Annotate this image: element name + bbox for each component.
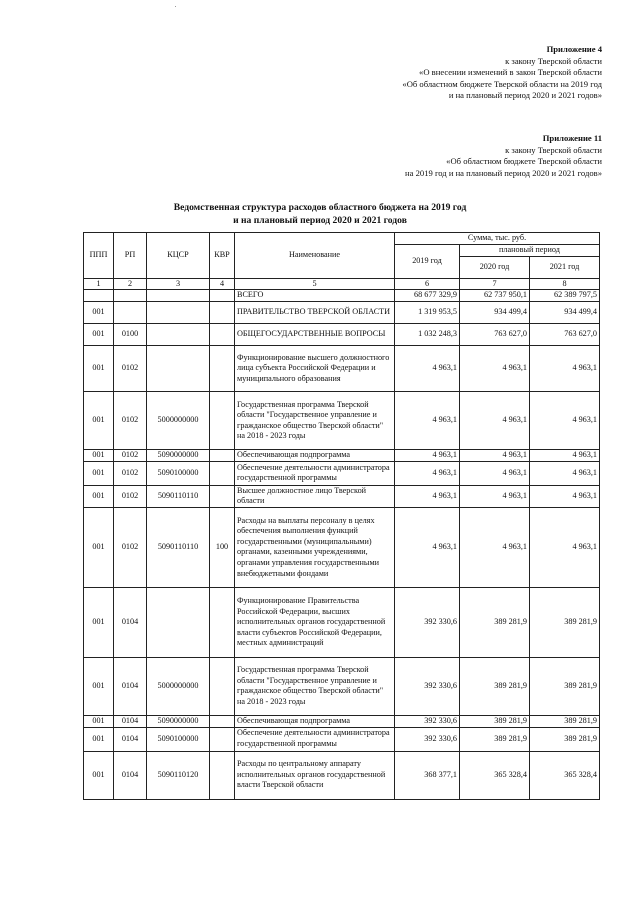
row-ppp-cell: 001 <box>84 302 114 324</box>
row-2021-value: 4 963,1 <box>530 450 600 462</box>
row-kvr-cell <box>210 302 235 324</box>
row-2019-value: 4 963,1 <box>395 450 460 462</box>
row-ppp-cell: 001 <box>84 751 114 799</box>
row-kvr-cell <box>210 751 235 799</box>
column-number: 2 <box>114 278 147 290</box>
row-name-cell: Обеспечение деятельности администратора государственной программы <box>235 461 395 485</box>
row-2020-value: 763 627,0 <box>460 324 530 346</box>
row-2020-value: 4 963,1 <box>460 450 530 462</box>
row-2020-value: 389 281,9 <box>460 715 530 727</box>
row-2021-value: 4 963,1 <box>530 507 600 587</box>
table-row <box>84 657 600 715</box>
table-row <box>84 715 600 727</box>
row-2021-value: 389 281,9 <box>530 587 600 657</box>
table-row <box>84 485 600 507</box>
row-name-cell: Обеспечивающая подпрограмма <box>235 450 395 462</box>
row-kvr-cell <box>210 657 235 715</box>
row-rp-cell: 0102 <box>114 346 147 392</box>
row-2019-value: 68 677 329,9 <box>395 290 460 302</box>
annex-11-header <box>405 133 602 179</box>
row-ppp-cell: 001 <box>84 587 114 657</box>
row-2019-value: 4 963,1 <box>395 485 460 507</box>
row-kcsr-cell: 5090110110 <box>147 485 210 507</box>
row-kcsr-cell <box>147 324 210 346</box>
table-row <box>84 751 600 799</box>
row-2021-value: 389 281,9 <box>530 657 600 715</box>
row-name-cell: ПРАВИТЕЛЬСТВО ТВЕРСКОЙ ОБЛАСТИ <box>235 302 395 324</box>
header-planned-period: плановый период <box>460 245 600 257</box>
row-rp-cell: 0104 <box>114 587 147 657</box>
table-row <box>84 392 600 450</box>
header-rp: РП <box>114 233 147 279</box>
title-line-2: и на плановый период 2020 и 2021 годов <box>233 214 407 226</box>
table-row <box>84 324 600 346</box>
row-name-cell: Государственная программа Тверской области "Государственное управление и гражданское общество Тверской области" на 2018 - 2023 годы <box>235 392 395 450</box>
row-2021-value: 389 281,9 <box>530 715 600 727</box>
row-2021-value: 62 389 797,5 <box>530 290 600 302</box>
row-name-cell: Высшее должностное лицо Тверской области <box>235 485 395 507</box>
row-kvr-cell <box>210 392 235 450</box>
header-kcsr: КЦСР <box>147 233 210 279</box>
annex-4-header <box>402 44 602 102</box>
row-rp-cell: 0102 <box>114 485 147 507</box>
column-number: 3 <box>147 278 210 290</box>
row-2020-value: 389 281,9 <box>460 727 530 751</box>
row-name-cell: ВСЕГО <box>235 290 395 302</box>
header-2021: 2021 год <box>530 256 600 278</box>
row-2019-value: 4 963,1 <box>395 461 460 485</box>
row-2021-value: 365 328,4 <box>530 751 600 799</box>
annex-11-line: к закону Тверской области <box>505 144 602 155</box>
row-kcsr-cell <box>147 346 210 392</box>
row-kcsr-cell <box>147 290 210 302</box>
row-2021-value: 389 281,9 <box>530 727 600 751</box>
annex-11-line: на 2019 год и на плановый период 2020 и 2021 годов» <box>405 167 602 178</box>
table-row <box>84 450 600 462</box>
row-2020-value: 62 737 950,1 <box>460 290 530 302</box>
table-row <box>84 346 600 392</box>
row-kvr-cell <box>210 346 235 392</box>
column-number: 4 <box>210 278 235 290</box>
row-2019-value: 392 330,6 <box>395 587 460 657</box>
header-2019: 2019 год <box>395 245 460 279</box>
row-kvr-cell <box>210 485 235 507</box>
row-kcsr-cell: 5090100000 <box>147 461 210 485</box>
annex-4-line: к закону Тверской области <box>505 55 602 66</box>
row-kvr-cell <box>210 290 235 302</box>
annex-4-heading: Приложение 4 <box>546 44 602 54</box>
row-kcsr-cell: 5090110110 <box>147 507 210 587</box>
table-row <box>84 290 600 302</box>
row-ppp-cell: 001 <box>84 461 114 485</box>
row-rp-cell: 0104 <box>114 727 147 751</box>
row-kvr-cell <box>210 450 235 462</box>
row-2019-value: 4 963,1 <box>395 346 460 392</box>
table-row <box>84 507 600 587</box>
row-rp-cell: 0104 <box>114 751 147 799</box>
row-2021-value: 4 963,1 <box>530 346 600 392</box>
row-ppp-cell <box>84 290 114 302</box>
annex-11-line: «Об областном бюджете Тверской области <box>446 156 602 167</box>
row-name-cell: ОБЩЕГОСУДАРСТВЕННЫЕ ВОПРОСЫ <box>235 324 395 346</box>
title-line-1: Ведомственная структура расходов областного бюджета на 2019 год <box>173 202 467 213</box>
table-row <box>84 587 600 657</box>
row-2020-value: 4 963,1 <box>460 346 530 392</box>
row-rp-cell: 0102 <box>114 507 147 587</box>
annex-4-line: «О внесении изменений в закон Тверской области <box>419 67 602 78</box>
row-kvr-cell: 100 <box>210 507 235 587</box>
table-row <box>84 302 600 324</box>
row-kvr-cell <box>210 587 235 657</box>
row-2020-value: 4 963,1 <box>460 485 530 507</box>
row-2019-value: 392 330,6 <box>395 657 460 715</box>
row-kcsr-cell <box>147 302 210 324</box>
header-name: Наименование <box>235 233 395 279</box>
row-2021-value: 934 499,4 <box>530 302 600 324</box>
row-2020-value: 365 328,4 <box>460 751 530 799</box>
row-ppp-cell: 001 <box>84 657 114 715</box>
row-2020-value: 389 281,9 <box>460 657 530 715</box>
column-number: 7 <box>460 278 530 290</box>
row-2019-value: 1 032 248,3 <box>395 324 460 346</box>
row-rp-cell <box>114 302 147 324</box>
scan-speck <box>175 6 176 7</box>
row-kcsr-cell: 5000000000 <box>147 392 210 450</box>
row-2020-value: 4 963,1 <box>460 461 530 485</box>
row-2019-value: 392 330,6 <box>395 727 460 751</box>
row-2020-value: 4 963,1 <box>460 507 530 587</box>
row-ppp-cell: 001 <box>84 727 114 751</box>
row-name-cell: Обеспечение деятельности администратора государственной программы <box>235 727 395 751</box>
row-rp-cell: 0102 <box>114 392 147 450</box>
row-name-cell: Расходы на выплаты персоналу в целях обеспечения выполнения функций государственными (муниципальными) органами, казенными учреждениями, органами управления государственными внебюджетными фондами <box>235 507 395 587</box>
row-2020-value: 934 499,4 <box>460 302 530 324</box>
row-name-cell: Расходы по центральному аппарату исполнительных органов государственной власти Тверской области <box>235 751 395 799</box>
row-rp-cell: 0104 <box>114 657 147 715</box>
annex-4-line: и на плановый период 2020 и 2021 годов» <box>448 90 602 101</box>
row-kcsr-cell <box>147 587 210 657</box>
row-ppp-cell: 001 <box>84 507 114 587</box>
annex-4-line: «Об областном бюджете Тверской области на 2019 год <box>402 78 602 89</box>
row-rp-cell <box>114 290 147 302</box>
row-2019-value: 392 330,6 <box>395 715 460 727</box>
row-name-cell: Обеспечивающая подпрограмма <box>235 715 395 727</box>
row-kvr-cell <box>210 715 235 727</box>
header-kvr: КВР <box>210 233 235 279</box>
row-2019-value: 4 963,1 <box>395 392 460 450</box>
table-row <box>84 727 600 751</box>
row-2019-value: 368 377,1 <box>395 751 460 799</box>
row-ppp-cell: 001 <box>84 324 114 346</box>
header-ppp: ППП <box>84 233 114 279</box>
row-2021-value: 4 963,1 <box>530 392 600 450</box>
header-2020: 2020 год <box>460 256 530 278</box>
row-ppp-cell: 001 <box>84 485 114 507</box>
row-kvr-cell <box>210 461 235 485</box>
row-kcsr-cell: 5090100000 <box>147 727 210 751</box>
row-2019-value: 1 319 953,5 <box>395 302 460 324</box>
row-2021-value: 763 627,0 <box>530 324 600 346</box>
row-rp-cell: 0102 <box>114 450 147 462</box>
budget-table <box>83 232 600 800</box>
column-number: 6 <box>395 278 460 290</box>
row-ppp-cell: 001 <box>84 392 114 450</box>
row-name-cell: Функционирование высшего должностного лица субъекта Российской Федерации и муниципального образования <box>235 346 395 392</box>
row-kcsr-cell: 5090110120 <box>147 751 210 799</box>
annex-11-heading: Приложение 11 <box>542 133 602 143</box>
row-name-cell: Функционирование Правительства Российской Федерации, высших исполнительных органов государственной власти субъектов Российской Федерации, местных администраций <box>235 587 395 657</box>
row-name-cell: Государственная программа Тверской области "Государственное управление и гражданское общество Тверской области" на 2018 - 2023 годы <box>235 657 395 715</box>
row-ppp-cell: 001 <box>84 450 114 462</box>
row-kcsr-cell: 5090000000 <box>147 450 210 462</box>
row-2021-value: 4 963,1 <box>530 485 600 507</box>
column-number: 1 <box>84 278 114 290</box>
row-kcsr-cell: 5000000000 <box>147 657 210 715</box>
row-ppp-cell: 001 <box>84 346 114 392</box>
row-rp-cell: 0100 <box>114 324 147 346</box>
header-sum: Сумма, тыс. руб. <box>395 233 600 245</box>
row-rp-cell: 0104 <box>114 715 147 727</box>
row-2019-value: 4 963,1 <box>395 507 460 587</box>
row-kcsr-cell: 5090000000 <box>147 715 210 727</box>
row-2021-value: 4 963,1 <box>530 461 600 485</box>
document-title <box>0 202 640 227</box>
column-number: 8 <box>530 278 600 290</box>
column-number: 5 <box>235 278 395 290</box>
row-kvr-cell <box>210 727 235 751</box>
row-kvr-cell <box>210 324 235 346</box>
row-2020-value: 4 963,1 <box>460 392 530 450</box>
row-2020-value: 389 281,9 <box>460 587 530 657</box>
table-row <box>84 461 600 485</box>
row-rp-cell: 0102 <box>114 461 147 485</box>
row-ppp-cell: 001 <box>84 715 114 727</box>
